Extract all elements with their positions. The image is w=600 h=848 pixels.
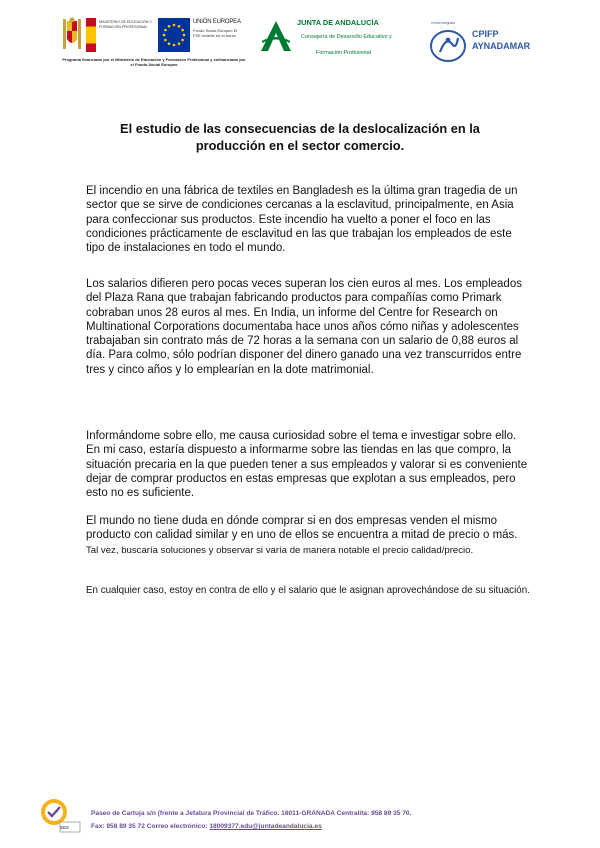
document-title-line-1: El estudio de las consecuencias de la deslocalización en la — [120, 121, 480, 136]
cpifp-line-2: AYNADAMAR — [472, 41, 531, 51]
eu-stars-icon — [158, 18, 190, 52]
paragraph-2: Los salarios difieren pero pocas veces superan los cien euros al mes. Los empleados del Plaza Rana que trabajan fabricando productos para compañías como Primark cobraban unos 28 euros al mes. En India, un informe del Centre for Research on Multinational Corporations documentaba hace unos años cómo niñas y adolescentes trabajaban sin contrato más de 72 horas a la semana con un salario de 0,88 euros al día. Para colmo, sólo podrían disponer del dinero ganado una vez transcurridos entre tres y cinco años y lo emplearían en la dote matrimonial. — [86, 278, 522, 376]
eu-subtitle: Fondo Social Europeo El FSE invierte en tu futuro — [193, 28, 238, 39]
junta-andalucia-logo-icon — [259, 19, 293, 53]
footer-email-link[interactable]: 18009377.edu@juntadeandalucia.es — [209, 823, 322, 830]
footer-contact — [91, 823, 322, 830]
paragraph-4: El mundo no tiene duda en dónde comprar si en dos empresas venden el mismo producto con calidad similar y en uno de ellos se encuentra a mitad de precio o más. — [86, 515, 518, 542]
document-title — [80, 120, 520, 154]
cpifp-logo-icon — [428, 20, 468, 66]
footer-fax-text: Fax: 958 89 35 72 Correo electrónico: — [91, 823, 210, 830]
spain-flag — [86, 18, 96, 52]
junta-title: JUNTA DE ANDALUCÍA — [297, 18, 379, 27]
paragraph-1: El incendio en una fábrica de textiles en Bangladesh es la última gran tragedia de un sector que se sirve de condiciones cercanas a la esclavitud, principalmente, en Asia para confeccionar sus productos. Este incendio ha vuelto a poner el foco en las condiciones prácticamente de esclavitud en las que trabajan los empleados de este tipo de instalaciones en todo el mundo. — [86, 185, 518, 255]
spain-coat-of-arms-icon — [61, 17, 83, 53]
cpifp-small-text: Centro Integrado — [431, 21, 455, 25]
ministry-text: MINISTERIO DE EDUCACIÓN Y FORMACIÓN PROFESIONAL — [99, 20, 152, 29]
footer-address: Paseo de Cartuja s/n (frente a Jefatura Provincial de Tráfico. 18011-GRANADA Centralita: 958 89 35 70. — [91, 810, 412, 817]
junta-subtitle-1: Consejería de Desarrollo Educativo y — [301, 34, 392, 40]
paragraph-5: En cualquier caso, estoy en contra de ello y el salario que le asignan aprovechándose de su situación. — [86, 585, 530, 596]
program-funding-text: Programa financiado por el Ministerio de Educación y Formación Profesional y cofinanciado por el Fondo Social Europeo — [62, 57, 246, 68]
sgs-mark: SGS — [60, 825, 69, 830]
cpifp-line-1: CPIFP — [472, 29, 499, 39]
junta-subtitle-2: Formación Profesional — [316, 50, 372, 56]
quality-certification-badge-icon — [34, 796, 84, 836]
cpifp-title — [472, 28, 530, 52]
paragraph-3: Informándome sobre ello, me causa curiosidad sobre el tema e investigar sobre ello. En mi caso, estaría dispuesto a informarme sobre las tiendas en las que compro, la situación precaria en la que pueden tener a sus empleados y valorar si es conveniente dejar de comprar productos en estas empresas que explotan a sus empleados, pero esto no es suficiente. — [86, 430, 528, 500]
paragraph-4-continued: Tal vez, buscaría soluciones y observar si varía de manera notable el precio calidad/precio. — [86, 545, 474, 556]
eu-title: UNIÓN EUROPEA — [193, 19, 241, 25]
document-title-line-2: producción en el sector comercio. — [195, 138, 405, 153]
